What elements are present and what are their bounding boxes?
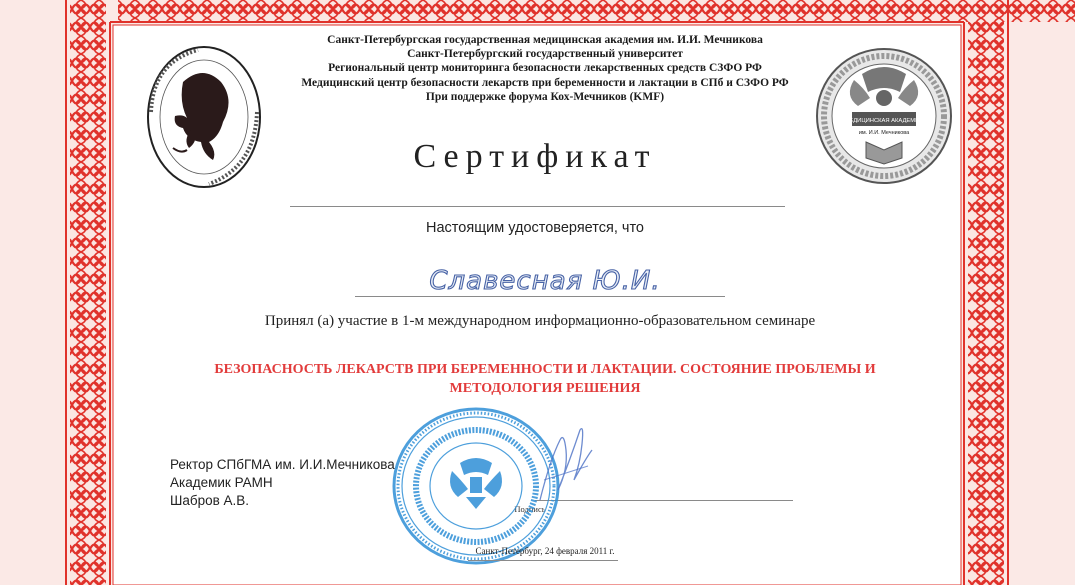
signatory-name: Шабров А.В. (170, 493, 250, 508)
header-line: Санкт-Петербургская государственная медицинская академия им. И.И. Мечникова (327, 34, 763, 46)
certificate-title: Сертификат (413, 138, 657, 175)
header-line: При поддержке форума Кох-Мечников (KMF) (425, 90, 665, 103)
svg-text:им. И.И. Мечникова: им. И.И. Мечникова (858, 130, 910, 136)
academy-crest-logo (814, 46, 954, 186)
header-line: Медицинский центр безопасности лекарств при беременности и лактации в СПб и СЗФО РФ (301, 76, 789, 89)
signatory-block (170, 456, 395, 510)
name-underline (355, 296, 725, 297)
header-line: Региональный центр мониторинга безопасности лекарственных средств СЗФО РФ (328, 62, 762, 75)
header-line: Санкт-Петербургский государственный университет (407, 48, 683, 61)
signature-caption: Подпись (514, 504, 546, 514)
signatory-title: Академик РАМН (170, 475, 273, 490)
issuer-header (250, 33, 840, 104)
title-underline (290, 206, 785, 207)
recipient-name: Славесная Ю.И. (429, 266, 661, 296)
fetus-emblem-logo (143, 42, 265, 192)
certify-text: Настоящим удостоверяется, что (426, 220, 644, 236)
signatory-position: Ректор СПбГМА им. И.И.Мечникова (170, 457, 395, 472)
date-underline (468, 560, 618, 561)
seminar-title-line: МЕТОДОЛОГИЯ РЕШЕНИЯ (449, 381, 641, 396)
crest-text: МЕДИЦИНСКАЯ АКАДЕМИЯ (844, 118, 924, 124)
seminar-title (185, 360, 905, 398)
place-and-date: Санкт-Петербург, 24 февраля 2011 г. (475, 546, 615, 556)
handwritten-signature (530, 420, 600, 510)
participation-text: Принял (а) участие в 1-м международном информационно-образовательном семинаре (264, 313, 816, 329)
seminar-title-line: БЕЗОПАСНОСТЬ ЛЕКАРСТВ ПРИ БЕРЕМЕННОСТИ И ЛАКТАЦИИ. СОСТОЯНИЕ ПРОБЛЕМЫ И (214, 362, 876, 377)
